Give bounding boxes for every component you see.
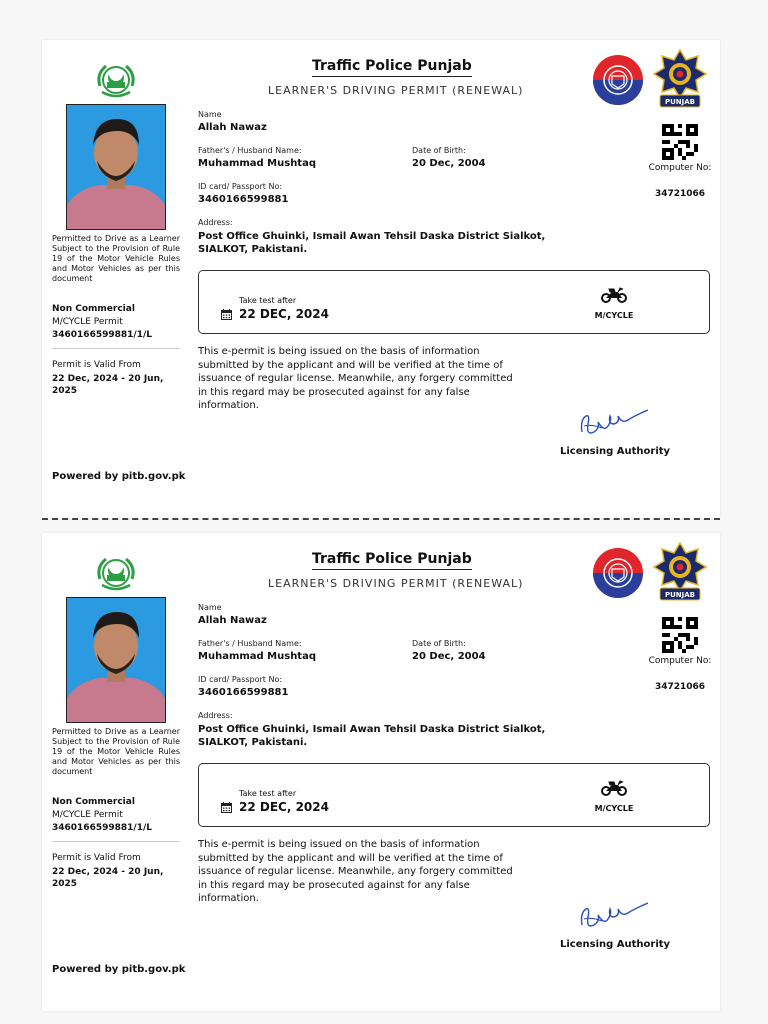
address-label: Address: [198,711,233,720]
calendar-icon [221,309,232,320]
name-label: Name [198,110,222,119]
disclaimer-text: This e-permit is being issued on the basis of information submitted by the applicant and will be verified at the time of issuance of regular license. Meanwhile, any forgery committed in this regard may be prosecuted against for any false information. [198,346,513,411]
computer-label: Computer No: [648,163,712,173]
punjab-emblem-icon [92,56,140,100]
address-label: Address: [198,218,233,227]
qr-code-icon [662,617,698,653]
permit-type: M/CYCLE Permit [52,317,123,327]
address-value: Post Office Ghuinki, Ismail Awan Tehsil Daska District Sialkot, SIALKOT, Pakistani. [198,231,546,255]
cut-line [42,518,720,520]
badge-label: PUNJAB [664,591,696,599]
disclaimer-text: This e-permit is being issued on the basis of information submitted by the applicant and will be verified at the time of issuance of regular license. Meanwhile, any forgery committed in this regard may be prosecuted against for any false information. [198,839,513,904]
father-label: Father's / Husband Name: [198,146,302,155]
take-test-label: Take test after [239,789,297,798]
computer-label: Computer No: [648,656,712,666]
permitted-note: Permitted to Drive as a Learner Subject to the Provision of Rule 19 of the Motor Vehicle Rules and Motor Vehicles as per this document [52,234,180,283]
permit-subtitle: LEARNER'S DRIVING PERMIT (RENEWAL) [268,84,524,97]
id-label: ID card/ Passport No: [198,182,283,191]
valid-label: Permit is Valid From [52,360,141,370]
signature-icon [572,402,656,442]
valid-range: 22 Dec, 2024 - 20 Jun, 2025 [52,374,164,396]
traffic-police-badge-icon [652,541,708,603]
dob-value: 20 Dec, 2004 [412,651,486,662]
applicant-photo [66,104,166,230]
divider [52,841,180,842]
dob-label: Date of Birth: [412,146,466,155]
id-value: 3460166599881 [198,194,289,205]
non-commercial-label: Non Commercial [52,797,135,807]
father-value: Muhammad Mushtaq [198,651,316,662]
badge-label: PUNJAB [664,98,696,106]
permit-title: Traffic Police Punjab [312,58,472,77]
name-label: Name [198,603,222,612]
police-logo-icon [592,547,644,599]
qr-code-icon [662,124,698,160]
dob-value: 20 Dec, 2004 [412,158,486,169]
computer-number: 34721066 [654,682,706,692]
permit-subtitle: LEARNER'S DRIVING PERMIT (RENEWAL) [268,577,524,590]
permit-title: Traffic Police Punjab [312,551,472,570]
name-value: Allah Nawaz [198,615,267,626]
test-info-box [198,270,710,334]
test-info-box [198,763,710,827]
address-value: Post Office Ghuinki, Ismail Awan Tehsil Daska District Sialkot, SIALKOT, Pakistani. [198,724,546,748]
non-commercial-label: Non Commercial [52,304,135,314]
computer-number: 34721066 [654,189,706,199]
punjab-emblem-icon [92,549,140,593]
permit-card [42,40,720,518]
name-value: Allah Nawaz [198,122,267,133]
divider [52,348,180,349]
take-test-date: 22 DEC, 2024 [239,800,329,814]
vehicle-type: M/CYCLE [594,311,634,320]
applicant-photo [66,597,166,723]
powered-by: Powered by pitb.gov.pk [52,471,186,482]
motorcycle-icon [601,779,627,796]
valid-range: 22 Dec, 2024 - 20 Jun, 2025 [52,867,164,889]
permit-number: 3460166599881/1/L [52,330,152,340]
licensing-authority: Licensing Authority [560,446,671,457]
calendar-icon [221,802,232,813]
father-label: Father's / Husband Name: [198,639,302,648]
permit-type: M/CYCLE Permit [52,810,123,820]
permit-number: 3460166599881/1/L [52,823,152,833]
id-label: ID card/ Passport No: [198,675,283,684]
licensing-authority: Licensing Authority [560,939,671,950]
permit-card [42,533,720,1011]
permitted-note: Permitted to Drive as a Learner Subject to the Provision of Rule 19 of the Motor Vehicle Rules and Motor Vehicles as per this document [52,727,180,776]
take-test-label: Take test after [239,296,297,305]
powered-by: Powered by pitb.gov.pk [52,964,186,975]
father-value: Muhammad Mushtaq [198,158,316,169]
traffic-police-badge-icon [652,48,708,110]
vehicle-type: M/CYCLE [594,804,634,813]
police-logo-icon [592,54,644,106]
valid-label: Permit is Valid From [52,853,141,863]
id-value: 3460166599881 [198,687,289,698]
dob-label: Date of Birth: [412,639,466,648]
take-test-date: 22 DEC, 2024 [239,307,329,321]
signature-icon [572,895,656,935]
motorcycle-icon [601,286,627,303]
